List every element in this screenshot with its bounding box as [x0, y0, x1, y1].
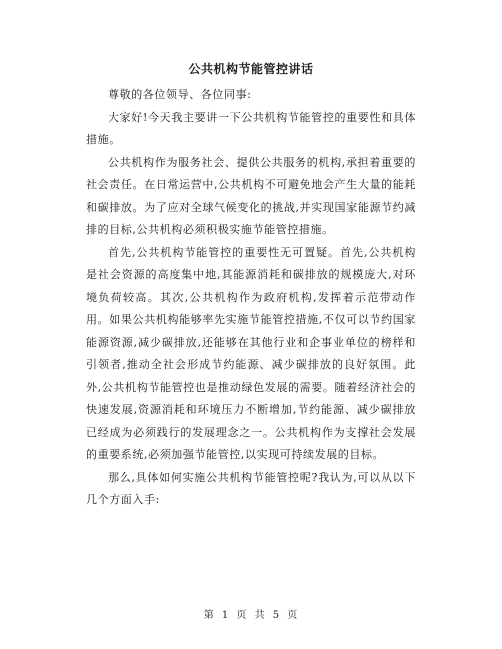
page-number-footer: 第 1 页 共 5 页 [203, 610, 299, 621]
paragraph-measures-intro: 那么,具体如何实施公共机构节能管控呢?我认为,可以从以下几个方面入手: [86, 470, 416, 506]
document-title: 公共机构节能管控讲话 [188, 62, 314, 76]
paragraph-importance: 首先,公共机构节能管控的重要性无可置疑。首先,公共机构是社会资源的高度集中地,其能源消耗和碳排放的规模庞大,对环境负荷较高。其次,公共机构作为政府机构,发挥着示范带动作用。如果公共机构能够率先实施节能管控措施,不仅可以节约国家能源资源,减少碳排放,还能够在其他行业和企事业单位的榜样和引领者,推动全社会形成节约能源、减少碳排放的良好氛围。此外,公共机构节能管控也是推动绿色发展的需要。随着经济社会的快速发展,资源消耗和环境压力不断增加,节约能源、减少碳排放已经成为必须践行的发展理念之一。公共机构作为支撑社会发展的重要系统,必须加强节能管控,以实现可持续发展的目标。 [86, 245, 416, 461]
paragraph-responsibility: 公共机构作为服务社会、提供公共服务的机构,承担着重要的社会责任。在日常运营中,公共机构不可避免地会产生大量的能耗和碳排放。为了应对全球气候变化的挑战,并实现国家能源节约减排的目标,公共机构必须积极实施节能管控措施。 [86, 155, 416, 236]
salutation: 尊敬的各位领导、各位同事: [108, 88, 252, 101]
paragraph-greeting: 大家好!今天我主要讲一下公共机构节能管控的重要性和具体措施。 [86, 110, 416, 146]
document-body [86, 84, 416, 512]
